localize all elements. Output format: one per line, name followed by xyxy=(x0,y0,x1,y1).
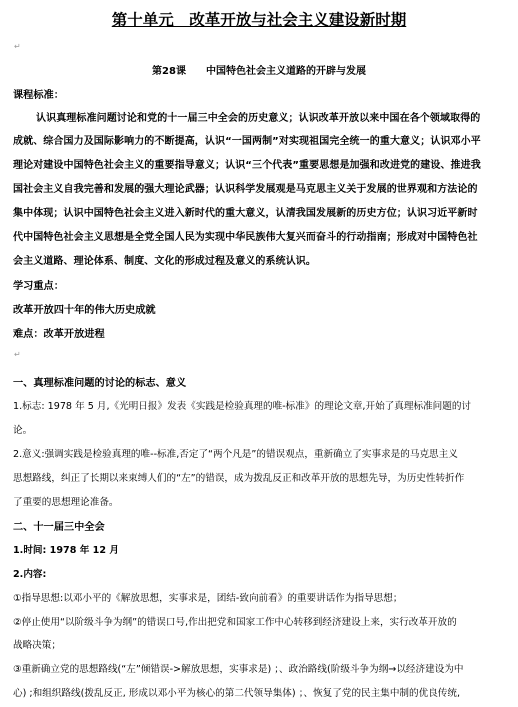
section2-item: ②停止使用“以阶级斗争为纲”的错误口号,作出把党和国家工作中心转移到经济建设上来，实行改革开放的 xyxy=(13,617,457,628)
standards-line: 成就、综合国力及国际影响力的不断提高，认识“一国两制”对实现祖国完全统一的重大意义；认识邓小平 xyxy=(13,136,481,147)
section1-p2-line: 2.意义:强调实践是检验真理的唯--标准,否定了“两个凡是”的错误观点，重新确立了实事求是的马克思主义 xyxy=(13,449,458,460)
focus-key-point: 改革开放四十年的伟大历史成就 xyxy=(13,305,156,316)
section2-content-heading: 2.内容: xyxy=(13,569,47,580)
section1-p2-line: 思想路线，纠正了长期以来束缚人们的“左”的错误，成为拨乱反正和改革开放的思想先导，为历史性转折作 xyxy=(13,473,465,484)
section2-item: 战略决策； xyxy=(13,640,61,651)
focus-heading: 学习重点： xyxy=(13,281,64,292)
standards-line: 集中体现；认识中国特色社会主义进入新时代的重大意义，认清我国发展新的历史方位；认识习近平新时 xyxy=(13,208,478,219)
lesson-title: 第28课 中国特色社会主义道路的开辟与发展 xyxy=(152,66,366,77)
standards-line: 代中国特色社会主义思想是全党全国人民为实现中华民族伟大复兴而奋斗的行动指南；形成对中国特色社 xyxy=(13,232,478,243)
section2-item: ①指导思想:以邓小平的《解放思想，实事求是，团结-致向前看》的重要讲话作为指导思想； xyxy=(13,593,403,604)
section1-p1-line: 1.标志: 1978 年 5 月,《光明日报》发表《实践是检验真理的唯-标准》的理论文章,开始了真理标准问题的讨 xyxy=(13,401,472,412)
section2-item: 心) ;和组织路线(拨乱反正, 形成以邓小平为核心的第二代领导集体) ；、恢复了党的民主集中制的优良传统, xyxy=(13,688,461,699)
section2-item: ③重新确立党的思想路线(“左”倾错误->解放思想，实事求是) ；、政治路线(阶级斗争为纲→以经济建设为中 xyxy=(13,664,464,675)
standards-line: 会主义道路、理论体系、制度、文化的形成过程及意义的系统认识。 xyxy=(13,256,316,267)
section2-time: 1.时间: 1978 年 12 月 xyxy=(13,545,119,556)
section1-p2-line: 了重要的思想理论准备。 xyxy=(13,497,119,508)
focus-difficulty: 难点：改革开放进程 xyxy=(13,329,105,340)
section1-heading: 一、真理标准问题的讨论的标志、意义 xyxy=(13,378,187,389)
paragraph-mark-icon: ↵ xyxy=(14,350,21,359)
standards-heading: 课程标准： xyxy=(13,90,64,101)
section2-heading: 二、十一届三中全会 xyxy=(13,522,105,533)
section1-p1-line: 论。 xyxy=(13,425,33,436)
standards-line: 国社会主义自我完善和发展的强大理论武器；认识科学发展观是马克思主义关于发展的世界观和方法论的 xyxy=(13,184,478,195)
unit-title: 第十单元 改革开放与社会主义建设新时期 xyxy=(111,10,407,29)
standards-line: 认识真理标准问题讨论和党的十一届三中全会的历史意义；认识改革开放以来中国在各个领域取得的 xyxy=(36,113,481,124)
paragraph-mark-icon: ↵ xyxy=(14,42,21,51)
standards-line: 理论对建设中国特色社会主义的重要指导意义；认识“三个代表”重要思想是加强和改进党的建设、推进我 xyxy=(13,160,481,171)
